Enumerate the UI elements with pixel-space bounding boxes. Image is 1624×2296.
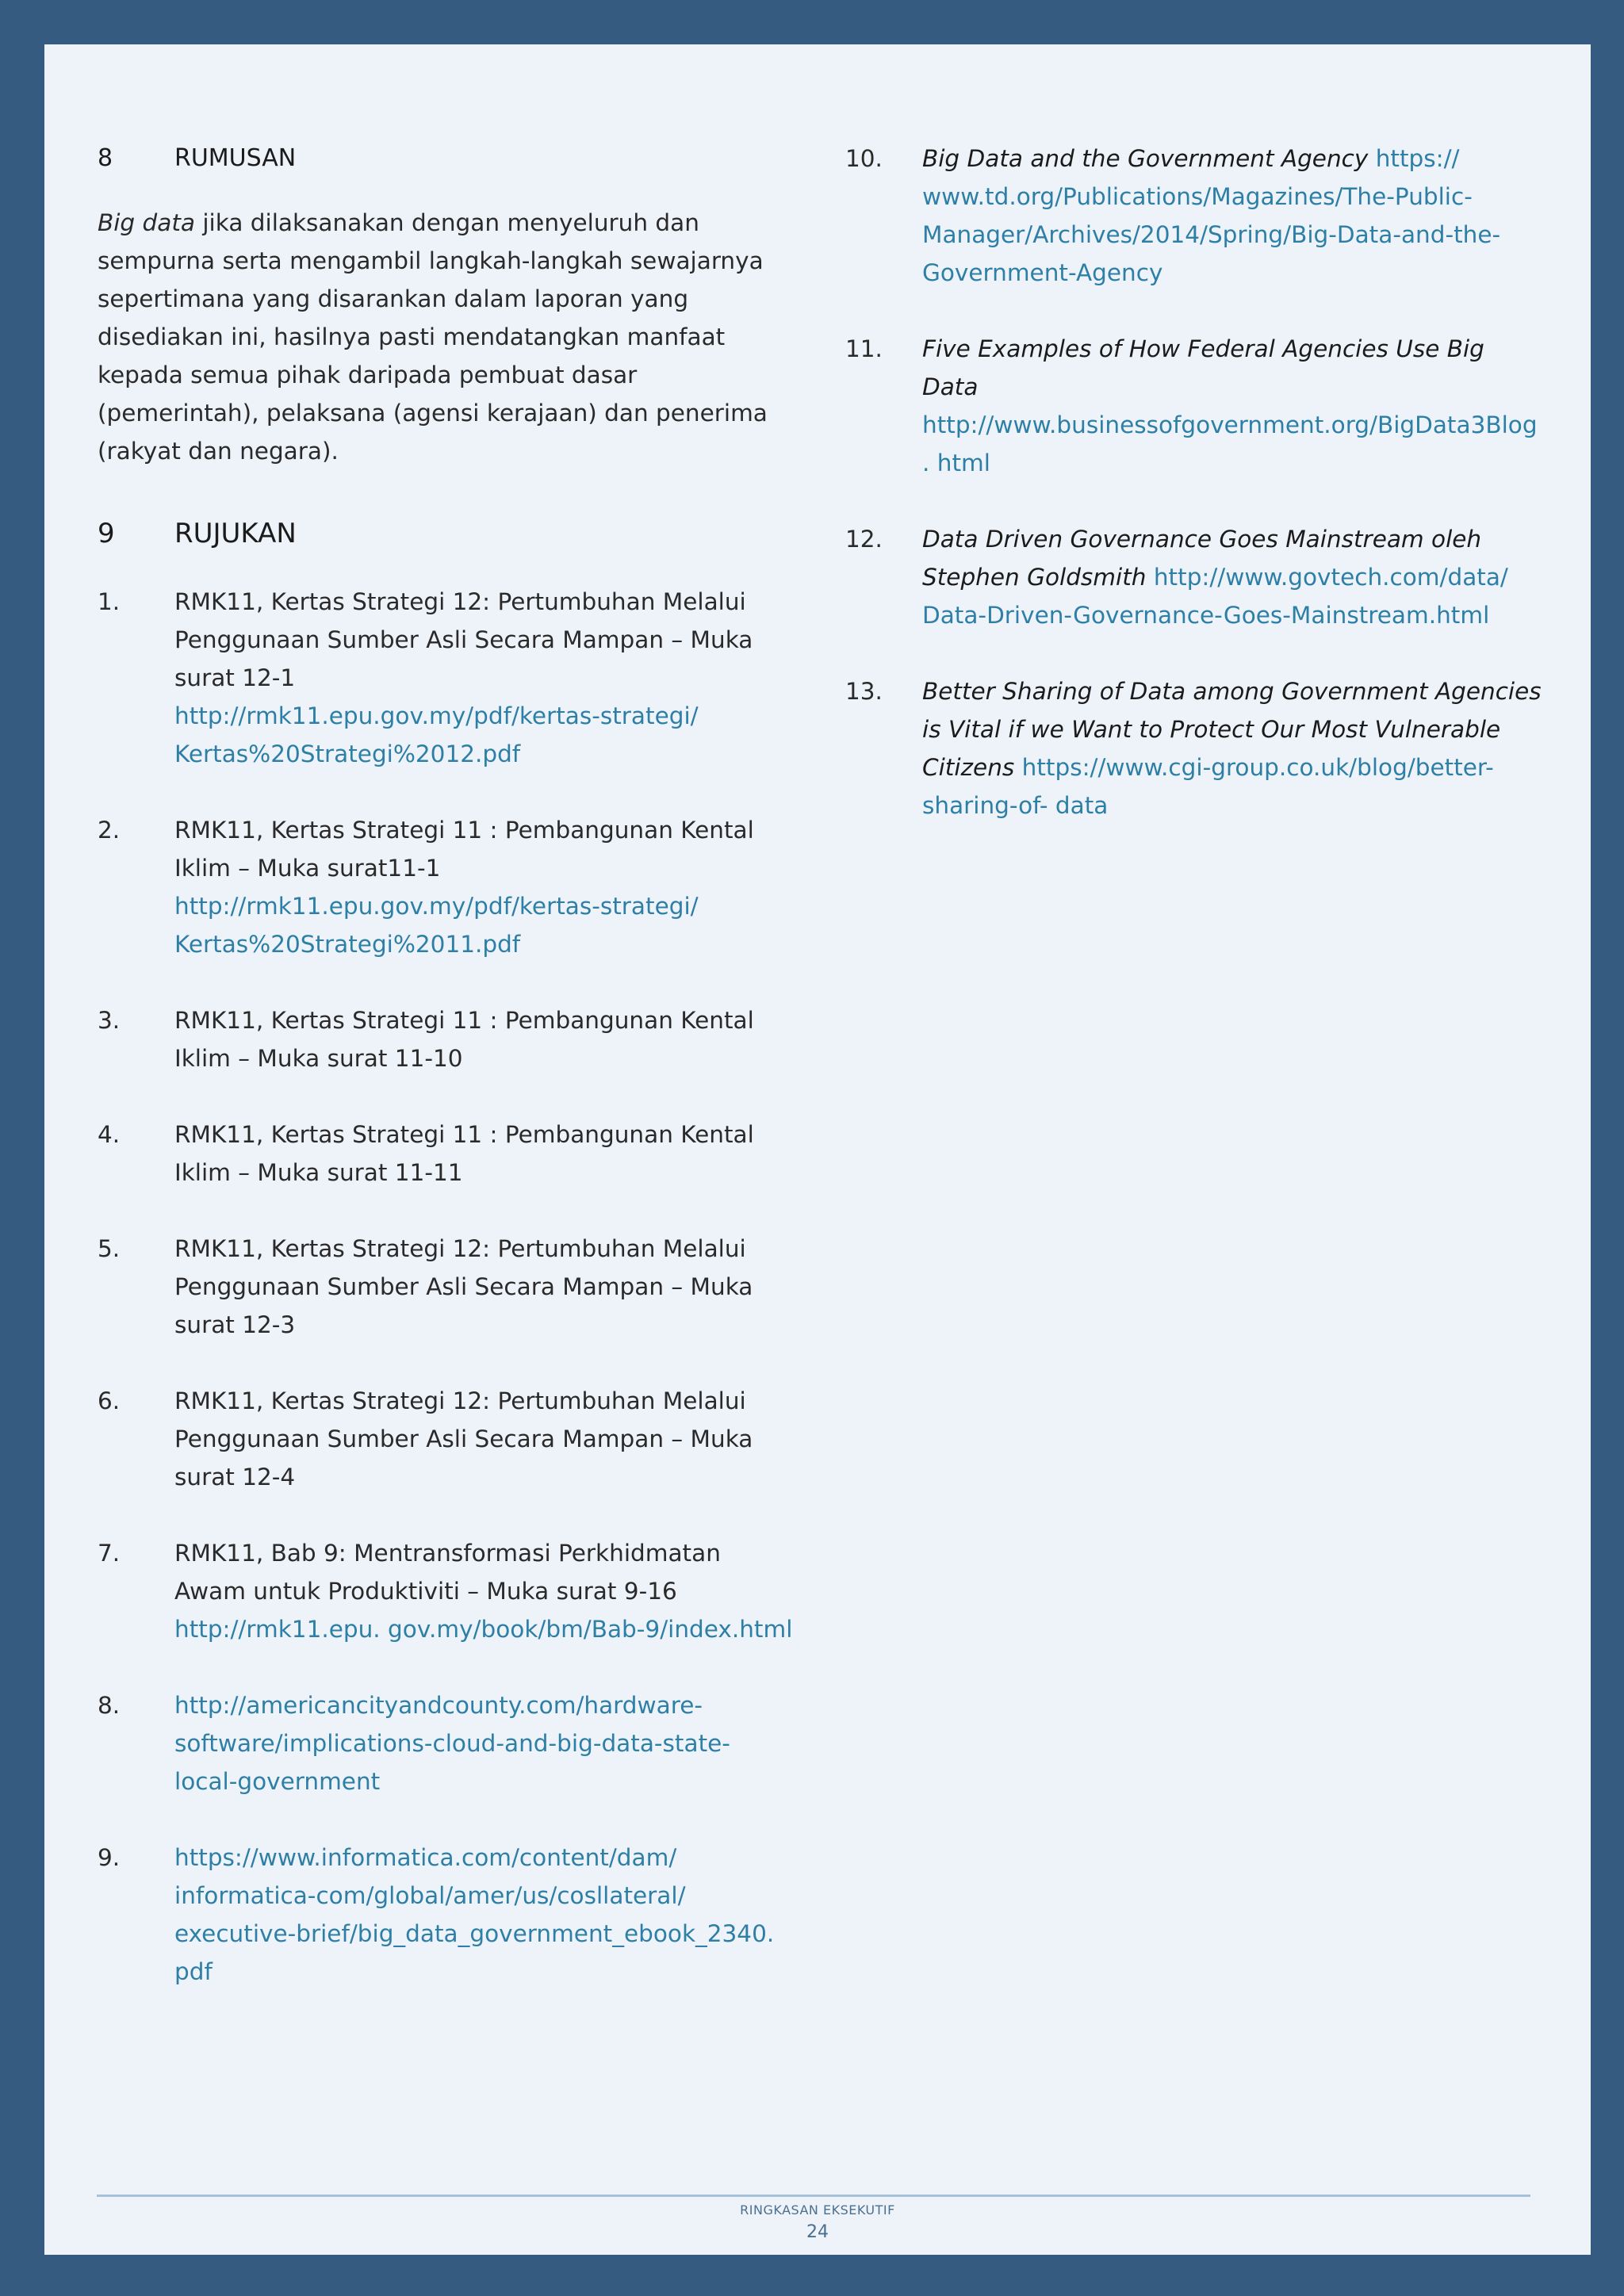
reference-link[interactable]: http://rmk11.epu. gov.my/book/bm/Bab-9/index.html [174,1616,793,1643]
reference-number: 9. [98,1844,121,1871]
reference-item [98,583,795,773]
reference-item [845,330,1543,482]
reference-number: 11. [845,335,883,362]
paragraph-text: jika dilaksanakan dengan menyeluruh dan sempurna serta mengambil langkah-langkah sewajarnya sepertimana yang disarankan dalam laporan yang disediakan ini, hasilnya pasti mendatangkan manfaat kepada semua pihak daripada pembuat dasar (pemerintah), pelaksana (agensi kerajaan) dan penerima (rakyat dan negara). [98,209,768,465]
reference-text: RMK11, Kertas Strategi 12: Pertumbuhan Melalui Penggunaan Sumber Asli Secara Mampan – Muka surat 12-4 [174,1387,753,1490]
reference-text: RMK11, Kertas Strategi 11 : Pembangunan Kental Iklim – Muka surat11-1 [174,817,754,882]
reference-number: 12. [845,526,883,553]
reference-item [98,1230,795,1344]
conclusion-paragraph [98,204,795,470]
reference-title: Five Examples of How Federal Agencies Use Big Data [922,335,1484,400]
reference-text: RMK11, Kertas Strategi 11 : Pembangunan Kental Iklim – Muka surat 11-11 [174,1121,754,1186]
reference-item [98,1001,795,1077]
reference-link[interactable]: http://www.businessofgovernment.org/BigData3Blog. html [922,411,1538,476]
reference-link[interactable]: https://www.cgi-group.co.uk/blog/better-sharing-of- data [922,754,1494,819]
reference-item [98,1686,795,1800]
reference-number: 7. [98,1540,121,1567]
reference-text: RMK11, Kertas Strategi 12: Pertumbuhan Melalui Penggunaan Sumber Asli Secara Mampan – Muka surat 12-1 [174,588,753,691]
reference-title: Big Data and the Government Agency [922,145,1369,172]
reference-number: 8. [98,1692,121,1719]
reference-link[interactable]: http://rmk11.epu.gov.my/pdf/kertas-strategi/ Kertas%20Strategi%2011.pdf [174,893,699,958]
reference-link[interactable]: https://www.informatica.com/content/dam/ informatica-com/global/amer/us/cosllateral/ executive-brief/big_data_government_ebook_2340. pdf [174,1844,775,1985]
section-number: 9 [98,518,115,549]
section-9-heading [98,518,795,549]
reference-number: 6. [98,1387,121,1414]
right-column [845,140,1543,825]
section-8-heading [98,144,795,172]
section-title: RUJUKAN [174,518,297,549]
reference-title: Data Driven Governance Goes Mainstream oleh Stephen Goldsmith [922,526,1482,591]
reference-item [98,1382,795,1496]
reference-item [98,1534,795,1648]
reference-number: 4. [98,1121,121,1148]
reference-text: RMK11, Kertas Strategi 11 : Pembangunan Kental Iklim – Muka surat 11-10 [174,1007,754,1072]
reference-number: 13. [845,678,883,705]
section-number: 8 [98,144,113,172]
section-title: RUMUSAN [174,144,297,172]
footer-label: RINGKASAN EKSEKUTIF [740,2202,895,2218]
reference-link[interactable]: http://www.govtech.com/data/ Data-Driven-Governance-Goes-Mainstream.html [922,564,1508,629]
reference-link[interactable]: http://americancityandcounty.com/hardware- software/implications-cloud-and-big-data-state- local-government [174,1692,730,1795]
reference-item [845,140,1543,292]
reference-list-left [98,583,795,1991]
reference-text: RMK11, Kertas Strategi 12: Pertumbuhan Melalui Penggunaan Sumber Asli Secara Mampan – Muka surat 12-3 [174,1235,753,1338]
reference-number: 5. [98,1235,121,1262]
footer-divider [97,2195,1530,2197]
reference-link[interactable]: https:// www.td.org/Publications/Magazines/The-Public- Manager/Archives/2014/Spring/Big-Data-and-the- Government-Agency [922,145,1501,286]
left-column [98,140,795,1991]
reference-number: 3. [98,1007,121,1034]
paragraph-italic-term: Big data [98,209,195,236]
reference-number: 1. [98,588,121,615]
reference-item [98,1115,795,1192]
reference-number: 10. [845,145,883,172]
reference-number: 2. [98,817,121,844]
reference-text: RMK11, Bab 9: Mentransformasi Perkhidmatan Awam untuk Produktiviti – Muka surat 9-16 [174,1540,721,1605]
reference-item [98,1839,795,1991]
reference-item [845,672,1543,825]
reference-link[interactable]: http://rmk11.epu.gov.my/pdf/kertas-strategi/ Kertas%20Strategi%2012.pdf [174,702,699,767]
reference-item [98,811,795,963]
page-number: 24 [806,2222,829,2242]
document-page [44,44,1591,2255]
reference-item [845,520,1543,634]
reference-title: Better Sharing of Data among Government Agencies is Vital if we Want to Protect Our Most Vulnerable Citizens [922,678,1542,781]
